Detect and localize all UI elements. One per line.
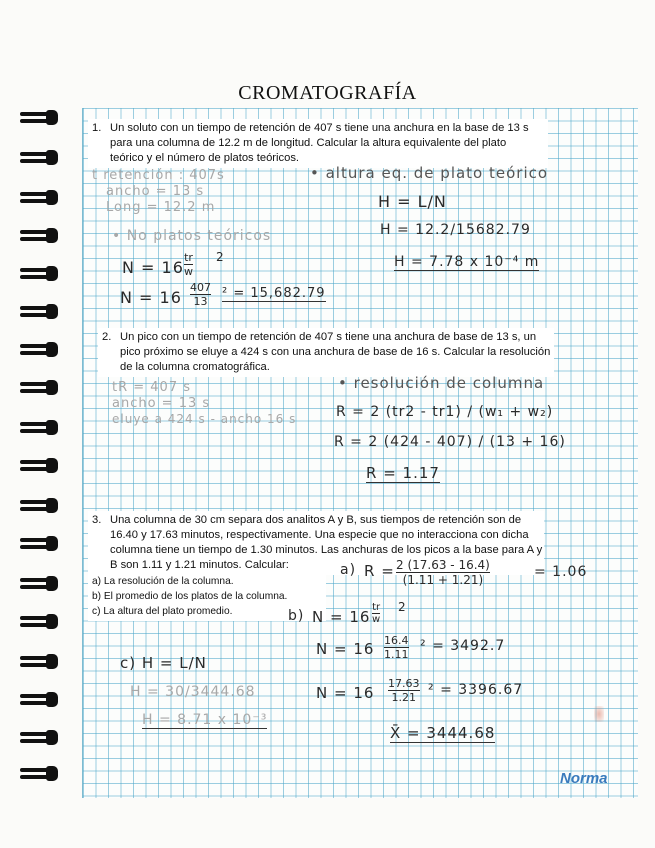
spiral-ring xyxy=(14,304,70,320)
question-line: pico próximo se eluye a 424 s con una anchura de base de 16 s. Calcular la resolución xyxy=(120,346,551,358)
hw-n-b-lead: N = 16 xyxy=(316,684,375,702)
hw-part-b-label: b) xyxy=(288,608,305,624)
spiral-ring xyxy=(14,654,70,670)
spiral-ring xyxy=(14,342,70,358)
question-2 xyxy=(98,328,554,377)
question-line: teórico y el número de platos teóricos. xyxy=(110,152,300,164)
question-line: de la columna cromatográfica. xyxy=(120,361,270,373)
question-line: Un soluto con un tiempo de retención de 407 s tiene una anchura en la base de 13 s xyxy=(110,122,529,134)
question-line: para una columna de 12.2 m de longitud. Calcular la altura equivalente del plato xyxy=(110,137,507,149)
spiral-ring xyxy=(14,380,70,396)
spiral-ring xyxy=(14,266,70,282)
hw-retention-time: tR = 407 s xyxy=(112,380,192,395)
fraction-denominator: 1.21 xyxy=(391,691,416,704)
hw-r-result: R = 1.17 xyxy=(366,464,440,482)
hw-n-b-fraction xyxy=(388,677,420,704)
hw-n-formula-exponent: 2 xyxy=(216,250,225,264)
spiral-ring xyxy=(14,110,70,126)
hw-width: ancho = 13 s xyxy=(112,396,211,411)
fraction-denominator: 1.11 xyxy=(384,648,409,661)
fraction-numerator: tr xyxy=(184,251,193,264)
hw-part-a-lead: R = xyxy=(364,562,395,580)
spiral-ring xyxy=(14,576,70,592)
spiral-ring xyxy=(14,692,70,708)
hw-h-formula: H = L/N xyxy=(378,192,447,211)
question-1 xyxy=(88,119,548,168)
hw-elution: eluye a 424 s - ancho 16 s xyxy=(112,412,297,426)
hw-length: Long = 12.2 m xyxy=(106,200,216,215)
spiral-binding xyxy=(14,110,74,790)
spiral-ring xyxy=(14,536,70,552)
fraction-numerator: 17.63 xyxy=(388,677,420,690)
spiral-ring xyxy=(14,420,70,436)
hw-plates-heading: • No platos teóricos xyxy=(112,228,272,244)
hw-h-result: H = 7.78 x 10⁻⁴ m xyxy=(394,254,540,270)
hw-h-substitution: H = 12.2/15682.79 xyxy=(380,222,531,238)
spiral-ring xyxy=(14,498,70,514)
page-title: CROMATOGRAFÍA xyxy=(238,82,417,104)
spiral-ring xyxy=(14,614,70,630)
hw-part-b-fraction xyxy=(372,602,380,625)
question-item: b) El promedio de los platos de la columna. xyxy=(92,591,288,602)
question-line: B son 1.11 y 1.21 minutos. Calcular: xyxy=(110,559,289,571)
question-line: 16.40 y 17.63 minutos, respectivamente. Una especie que no interacciona con dicha xyxy=(110,529,529,541)
hw-n-formula-lead: N = 16 xyxy=(122,258,184,277)
spiral-ring xyxy=(14,730,70,746)
hw-plate-height-heading: • altura eq. de plato teórico xyxy=(310,164,549,182)
hw-part-a-label: a) xyxy=(340,562,357,578)
hw-part-c-substitution: H = 30/3444.68 xyxy=(130,684,256,700)
hw-n-a-result: ² = 3492.7 xyxy=(420,638,506,654)
hw-n-a-fraction xyxy=(384,634,409,661)
hw-r-substitution: R = 2 (424 - 407) / (13 + 16) xyxy=(334,434,566,450)
hw-retention-time: t retención : 407s xyxy=(92,168,225,183)
hw-part-c-formula: c) H = L/N xyxy=(120,654,207,672)
question-line: Un pico con un tiempo de retención de 407 s tiene una anchura de base de 13 s, un xyxy=(120,331,537,343)
spiral-ring xyxy=(14,766,70,782)
hw-width: ancho = 13 s xyxy=(106,184,205,199)
spiral-ring xyxy=(14,190,70,206)
hw-resolution-heading: • resolución de columna xyxy=(338,374,545,392)
hw-n-sub-lead: N = 16 xyxy=(120,288,182,307)
question-line: Una columna de 30 cm separa dos analitos A y B, sus tiempos de retención son de xyxy=(110,514,522,526)
hw-part-b-exponent: 2 xyxy=(398,600,407,614)
hw-n-a-lead: N = 16 xyxy=(316,640,375,658)
spiral-ring xyxy=(14,150,70,166)
fraction-numerator: 407 xyxy=(190,281,211,294)
spiral-ring xyxy=(14,228,70,244)
question-number: 1. xyxy=(92,122,102,134)
hw-part-c-result: H = 8.71 x 10⁻³ xyxy=(142,712,268,728)
question-number: 2. xyxy=(102,331,112,343)
ink-smudge xyxy=(594,706,604,722)
fraction-numerator: 2 (17.63 - 16.4) xyxy=(396,558,490,572)
fraction-denominator: (1.11 + 1.21) xyxy=(402,573,484,587)
hw-part-a-fraction xyxy=(396,558,490,587)
hw-n-sub-fraction xyxy=(190,281,211,308)
fraction-denominator: 13 xyxy=(193,295,208,308)
question-item: a) La resolución de la columna. xyxy=(92,576,234,587)
spiral-ring xyxy=(14,458,70,474)
hw-n-formula-fraction xyxy=(184,251,193,278)
brand-logo: Norma xyxy=(560,770,608,787)
hw-r-formula: R = 2 (tr2 - tr1) / (w₁ + w₂) xyxy=(336,404,554,420)
fraction-denominator: w xyxy=(372,614,381,625)
question-number: 3. xyxy=(92,514,102,526)
fraction-denominator: w xyxy=(184,265,193,278)
hw-average-plates: X̄ = 3444.68 xyxy=(390,724,496,742)
question-line: columna tiene un tiempo de 1.30 minutos. Las anchuras de los picos a la base para A y xyxy=(110,544,543,556)
question-item: c) La altura del plato promedio. xyxy=(92,606,233,617)
hw-part-b-lead: N = 16 xyxy=(312,608,371,626)
hw-n-b-result: ² = 3396.67 xyxy=(428,682,524,698)
hw-part-a-result: = 1.06 xyxy=(534,564,588,580)
hw-n-sub-result: ² = 15,682.79 xyxy=(222,286,326,301)
fraction-numerator: 16.4 xyxy=(384,634,409,647)
fraction-numerator: tr xyxy=(372,602,381,613)
